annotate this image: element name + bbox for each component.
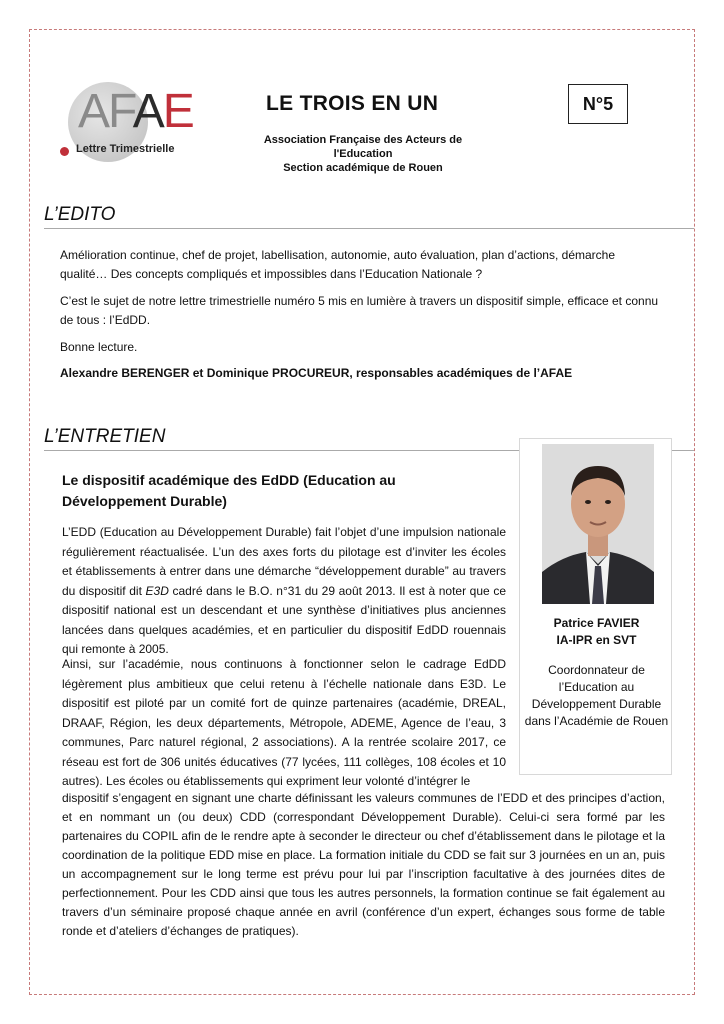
interviewee-card bbox=[519, 438, 672, 775]
logo-wordmark bbox=[78, 84, 193, 139]
logo-subtitle: Lettre Trimestrielle bbox=[76, 143, 175, 155]
edito-heading bbox=[44, 204, 694, 229]
interviewee-role: Coordonnateur de l’Education au Développement Durable dans l’Académie de Rouen bbox=[524, 663, 669, 728]
issue-number: N°5 bbox=[568, 84, 628, 124]
newsletter-title: LE TROIS EN UN bbox=[266, 92, 439, 115]
logo-letter-e: E bbox=[162, 85, 193, 138]
article-paragraph-2: Ainsi, sur l’académie, nous continuons à fonctionner selon le cadrage EdDD légèrement plus ambitieux que celui retenu à l’échelle nationale dans E3D. Le dispositif est piloté par un comité fort de quinze partenaires (académie, DREAL, DRAAF, Région, les deux départements, Métropole, ADEME, Agence de l’eau, 3 communes, Parc naturel régional, 2 associations). A la rentrée scolaire 2017, ce réseau est fort de 306 unités éducatives (77 lycées, 111 collèges, 108 écoles et 10 autres). Les écoles ou établissements qui expriment leur volonté d’intégrer le bbox=[62, 657, 506, 788]
edito-paragraph-2: C’est le sujet de notre lettre trimestrielle numéro 5 mis en lumière à travers un dispositif simple, efficace et connu de tous : l’EdDD. bbox=[60, 294, 659, 327]
edito-signature: Alexandre BERENGER et Dominique PROCUREUR, responsables académiques de l’AFAE bbox=[60, 366, 573, 380]
logo-red-dot bbox=[60, 147, 69, 156]
association-line-2: Section académique de Rouen bbox=[283, 162, 443, 174]
edito-paragraph-1: Amélioration continue, chef de projet, labellisation, autonomie, auto évaluation, plan d’actions, démarche qualité… Des concepts compliqués et impossibles dans l’Education Nationale ? bbox=[60, 248, 616, 281]
afae-logo bbox=[60, 70, 240, 170]
logo-letter-f: F bbox=[108, 85, 133, 138]
association-name bbox=[238, 133, 488, 175]
interviewee-name-block bbox=[520, 615, 673, 649]
article-p1-end: cadré dans le B.O. n°31 du 29 août 2013. Il est à noter que ce dispositif national est un descendant et une synthèse d’initiatives plus anciennes lancées dans quelques académies, et en particulier du dispositif EdDD rouennais qui remonte à 2005. bbox=[62, 583, 506, 656]
edito-paragraph-3: Bonne lecture. bbox=[60, 340, 138, 354]
logo-letter-a1: A bbox=[78, 85, 109, 138]
article-paragraph-1 bbox=[62, 523, 506, 660]
interviewee-photo bbox=[542, 444, 654, 604]
entretien-heading-text: L’ENTRETIEN bbox=[44, 426, 166, 447]
edito-heading-text: L’EDITO bbox=[44, 204, 116, 225]
association-line-1: Association Française des Acteurs de l'Education bbox=[263, 134, 463, 160]
article-title: Le dispositif académique des EdDD (Education au Développement Durable) bbox=[62, 472, 396, 509]
article-p1-start: L’EDD (Education au Développement Durable) fait l’objet d’une impulsion nationale régulièrement réactualisée. L’un des axes forts du pilotage est d’inviter les écoles et établissements à entrer dans une démarche “développement durable” au travers du dispositif dit bbox=[62, 525, 506, 598]
portrait-illustration bbox=[542, 444, 654, 604]
interviewee-title: IA-IPR en SVT bbox=[556, 633, 637, 647]
logo-letter-a2: A bbox=[132, 85, 163, 138]
article-p1-e3d: E3D bbox=[145, 583, 169, 598]
article-paragraph-3: dispositif s’engagent en signant une charte définissant les valeurs communes de l’EDD et des principes d’action, et en nommant un (ou deux) CDD (correspondant Développement Durable). Celui-ci sera formé par les partenaires du COPIL afin de le rendre apte à seconder le directeur ou chef d’établissement dans le pilotage et la coordination de la politique EDD mise en place. La formation initiale du CDD se fait sur 3 journées en un an, puis un accompagnement sur le long terme est prévu pour lui par l’inscription facultative à des journées dites de perfectionnement. Pour les CDD ainsi que tous les autres personnels, la formation continue se fait également au travers d’un séminaire proposé chaque année en avril (conférence d’un expert, échanges sous forme de table ronde et d’ateliers d’échanges de pratiques). bbox=[62, 791, 665, 938]
interviewee-name: Patrice FAVIER bbox=[553, 616, 640, 630]
